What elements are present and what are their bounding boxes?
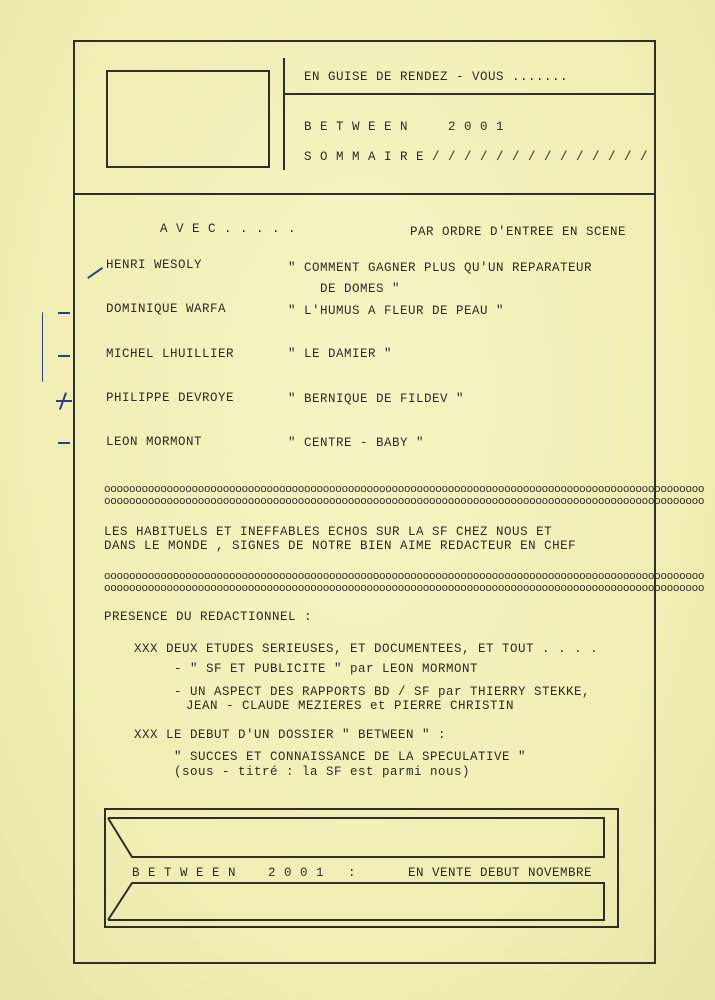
title-1: " COMMENT GAGNER PLUS QU'UN REPARATEUR	[288, 261, 593, 275]
author-3: MICHEL LHUILLIER	[106, 347, 235, 361]
editorial-item-2-sub-1: " SUCCES ET CONNAISSANCE DE LA SPECULATIVE "	[174, 750, 527, 764]
title-2: " L'HUMUS A FLEUR DE PEAU "	[288, 304, 505, 318]
author-1: HENRI WESOLY	[106, 258, 203, 272]
editorial-item-1-sub-2b: JEAN - CLAUDE MEZIERES et PIERRE CHRISTIN	[186, 699, 515, 713]
avec-label: A V E C . . . . .	[160, 222, 297, 236]
author-4: PHILIPPE DEVROYE	[106, 391, 235, 405]
footer-right: EN VENTE DEBUT NOVEMBRE	[408, 866, 593, 880]
header-line-1: EN GUISE DE RENDEZ - VOUS .......	[304, 70, 569, 84]
header-line-3: S O M M A I R E / / / / / / / / / / / / / /	[304, 150, 649, 164]
header-line-2: B E T W E E N 2 0 0 1	[304, 120, 505, 134]
footer-left: B E T W E E N 2 0 0 1 :	[132, 866, 357, 880]
title-3: " LE DAMIER "	[288, 347, 393, 361]
chain-separator-bottom: oooooooooooooooooooooooooooooooooooooooooooooooooooooooooooooooooooooooooooooooooooooooooooooooo oooooooooooooooooooooooooooooooooooooooooooooooooooooooooooooooooooooooooooooooooooooooooooooooo	[104, 571, 705, 595]
echoes-line-1: LES HABITUELS ET INEFFABLES ECHOS SUR LA SF CHEZ NOUS ET	[104, 525, 553, 539]
title-1-continued: DE DOMES "	[320, 282, 401, 296]
author-2: DOMINIQUE WARFA	[106, 302, 227, 316]
editorial-heading: PRESENCE DU REDACTIONNEL :	[104, 610, 313, 624]
editorial-item-1-sub-2a: - UN ASPECT DES RAPPORTS BD / SF par THIERRY STEKKE,	[174, 685, 591, 699]
author-5: LEON MORMONT	[106, 435, 203, 449]
title-4: " BERNIQUE DE FILDEV "	[288, 392, 465, 406]
echoes-line-2: DANS LE MONDE , SIGNES DE NOTRE BIEN AIME REDACTEUR EN CHEF	[104, 539, 577, 553]
order-label: PAR ORDRE D'ENTREE EN SCENE	[410, 225, 627, 239]
title-5: " CENTRE - BABY "	[288, 436, 425, 450]
editorial-item-1-sub-1: - " SF ET PUBLICITE " par LEON MORMONT	[174, 662, 479, 676]
chain-separator-top: oooooooooooooooooooooooooooooooooooooooooooooooooooooooooooooooooooooooooooooooooooooooooooooooo oooooooooooooooooooooooooooooooooooooooooooooooooooooooooooooooooooooooooooooooooooooooooooooooo	[104, 484, 705, 508]
editorial-item-2-sub-2: (sous - titré : la SF est parmi nous)	[174, 765, 471, 779]
editorial-item-2: XXX LE DEBUT D'UN DOSSIER " BETWEEN " :	[134, 728, 447, 742]
editorial-item-1: XXX DEUX ETUDES SERIEUSES, ET DOCUMENTEES, ET TOUT . . . .	[134, 642, 599, 656]
